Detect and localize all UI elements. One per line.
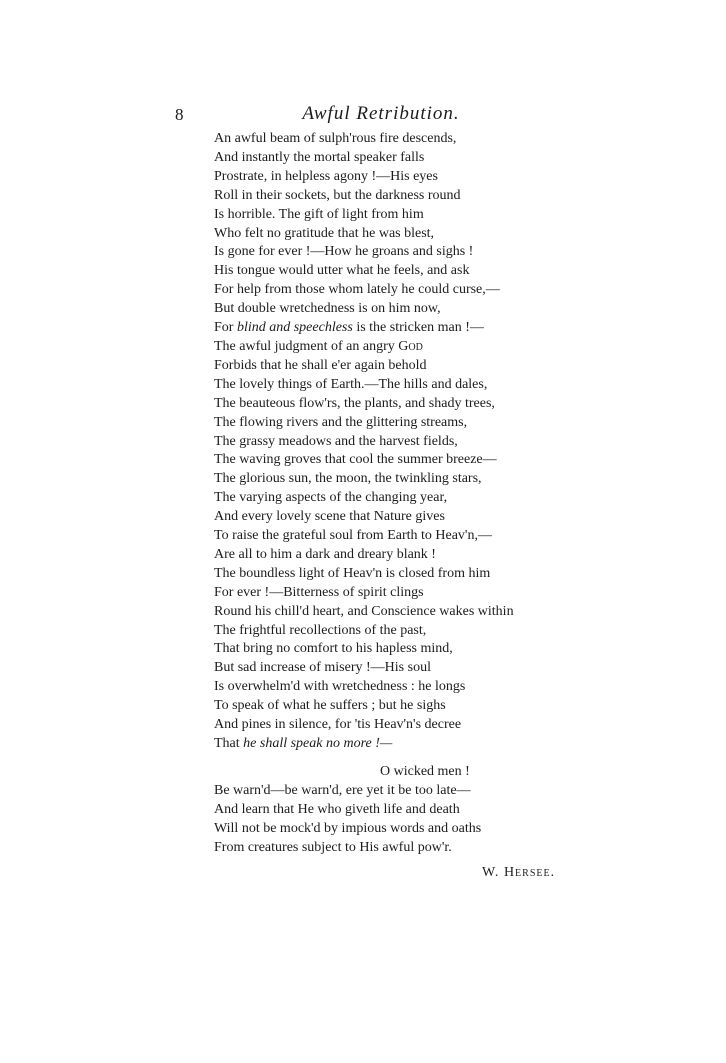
poem-line: His tongue would utter what he feels, and ask [214, 263, 470, 279]
signature [482, 864, 555, 882]
poem-line: Prostrate, in helpless agony !—His eyes [214, 168, 438, 184]
poem-line: The grassy meadows and the harvest fields, [214, 433, 458, 449]
poem-line-text: The awful judgment of an angry [214, 338, 399, 354]
signature-initial: W. [482, 865, 504, 880]
poem-line-italic: blind and speechless [236, 320, 353, 336]
poem-line: The lovely things of Earth.—The hills and dales, [214, 376, 488, 392]
poem-line: The varying aspects of the changing year, [214, 490, 448, 506]
poem-line [214, 319, 614, 338]
poem [214, 130, 614, 857]
running-head: Awful Retribution. [302, 103, 460, 124]
poem-line: Is overwhelm'd with wretchedness : he longs [214, 679, 466, 695]
poem-line: The glorious sun, the moon, the twinkling stars, [214, 471, 482, 487]
poem-line: Roll in their sockets, but the darkness round [214, 187, 461, 203]
poem-line: Forbids that he shall e'er again behold [214, 357, 427, 373]
poem-line-italic: he shall speak no more !— [243, 736, 393, 751]
poem-line: But sad increase of misery !—His soul [214, 660, 431, 676]
poem-line: The frightful recollections of the past, [214, 622, 427, 638]
poem-line: An awful beam of sulph'rous fire descends, [214, 131, 457, 146]
poem-line: And pines in silence, for 'tis Heav'n's decree [214, 717, 462, 733]
poem-line [214, 338, 614, 357]
poem-line: Who felt no gratitude that he was blest, [214, 225, 435, 241]
poem-line: Will not be mock'd by impious words and oaths [214, 820, 482, 836]
poem-line: Round his chill'd heart, and Conscience wakes within [214, 603, 514, 619]
poem-line: Is horrible. The gift of light from him [214, 206, 424, 222]
poem-line: And every lovely scene that Nature gives [214, 509, 445, 525]
page-number: 8 [175, 105, 184, 124]
poem-line: The beauteous flow'rs, the plants, and shady trees, [214, 395, 495, 411]
poem-line-text: That [214, 736, 244, 751]
poem-line: The boundless light of Heav'n is closed from him [214, 565, 491, 581]
poem-line: Be warn'd—be warn'd, ere yet it be too late— [214, 782, 471, 798]
poem-line: For help from those whom lately he could curse,— [214, 282, 500, 298]
poem-line: And learn that He who giveth life and death [214, 801, 460, 817]
poem-line: For ever !—Bitterness of spirit clings [214, 584, 424, 600]
poem-line: Are all to him a dark and dreary blank ! [214, 546, 436, 562]
poem-line-smallcaps: God [398, 338, 423, 354]
poem-line-text: is the stricken man !— [352, 320, 484, 336]
poem-line: Is gone for ever !—How he groans and sighs ! [214, 244, 474, 260]
poem-line: The waving groves that cool the summer breeze— [214, 452, 497, 468]
poem-line: That bring no comfort to his hapless mind, [214, 641, 453, 657]
poem-line: The flowing rivers and the glittering streams, [214, 414, 468, 430]
poem-line: From creatures subject to His awful pow'r. [214, 839, 452, 855]
signature-surname: Hersee. [503, 865, 556, 880]
poem-line: O wicked men ! [380, 763, 470, 779]
poem-line: And instantly the mortal speaker falls [214, 149, 425, 165]
poem-line: To speak of what he suffers ; but he sighs [214, 698, 446, 714]
poem-line [214, 735, 614, 754]
poem-line-text: For [214, 320, 237, 336]
poem-line: To raise the grateful soul from Earth to Heav'n,— [214, 528, 492, 544]
poem-line: But double wretchedness is on him now, [214, 301, 441, 317]
